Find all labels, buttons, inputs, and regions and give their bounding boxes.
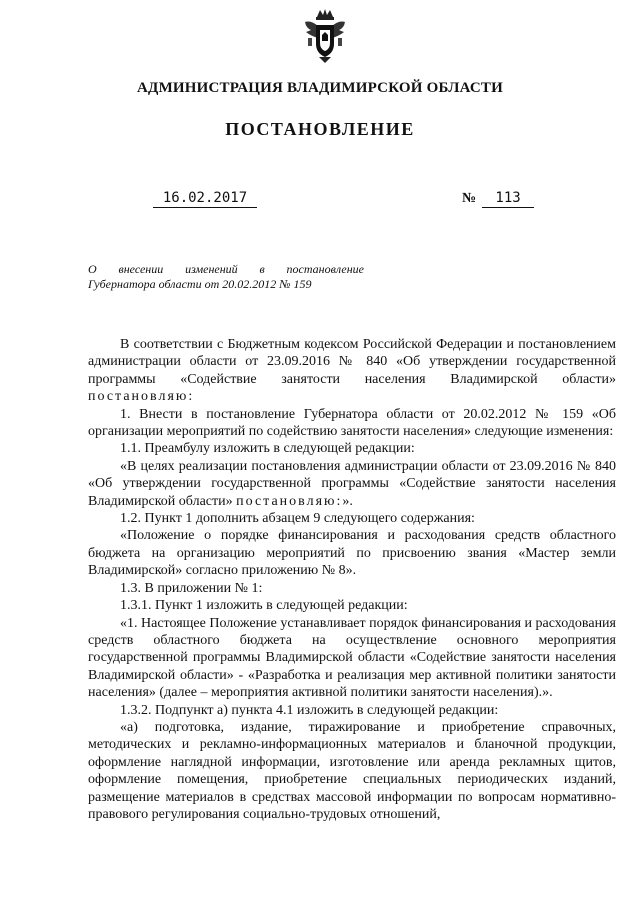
subject-word: постановление xyxy=(286,262,364,276)
paragraph-1-2: 1.2. Пункт 1 дополнить абзацем 9 следующего содержания: xyxy=(120,511,475,527)
document-number-block xyxy=(462,190,534,208)
paragraph-1-2-text: «Положение о порядке финансирования и расходования средств областного бюджета на организацию мероприятий по присвоению звания «Мастер земли Владимирской» согласно приложению № 8». xyxy=(88,528,616,579)
document-body xyxy=(88,336,616,823)
paragraph-1-3: 1.3. В приложении № 1: xyxy=(120,580,263,596)
document-type-title: ПОСТАНОВЛЕНИЕ xyxy=(225,119,415,139)
subject-word: изменений xyxy=(185,262,238,276)
paragraph-1-3-2: 1.3.2. Подпункт а) пункта 4.1 изложить в следующей редакции: xyxy=(120,702,499,718)
document-date: 16.02.2017 xyxy=(153,190,257,208)
paragraph-1-3-1: 1.3.1. Пункт 1 изложить в следующей редакции: xyxy=(120,598,408,614)
p1-1-quote: «В целях реализации постановления администрации области от 23.09.2016 № 840 «Об утверждении государственной программы «Содействие занятости населения Владимирской области» xyxy=(88,458,616,509)
subject-word: в xyxy=(259,262,265,276)
number-sign: № xyxy=(462,191,477,206)
document-subject xyxy=(88,262,364,292)
p1-1-decree: постановляю: xyxy=(236,493,343,509)
coat-of-arms-icon xyxy=(302,8,348,64)
paragraph-1: 1. Внести в постановление Губернатора области от 20.02.2012 № 159 «Об организации мероприятий по содействию занятости населения» следующие изменения: xyxy=(88,406,616,440)
intro-decree: постановляю: xyxy=(88,389,195,405)
paragraph-1-1: 1.1. Преамбулу изложить в следующей редакции: xyxy=(120,441,415,457)
paragraph-intro xyxy=(88,336,616,406)
organization-name: АДМИНИСТРАЦИЯ ВЛАДИМИРСКОЙ ОБЛАСТИ xyxy=(137,80,503,96)
subject-word: внесении xyxy=(118,262,164,276)
intro-text: В соответствии с Бюджетным кодексом Российской Федерации и постановлением администрации области от 23.09.2016 № 840 «Об утверждении государственной программы «Содействие занятости населения Владимирской области» xyxy=(88,337,616,387)
subject-line-1 xyxy=(88,262,364,277)
paragraph-1-1-text xyxy=(88,458,616,510)
paragraph-1-3-1-text: «1. Настоящее Положение устанавливает порядок финансирования и расходования средств областного бюджета на осуществление основного мероприятия государственной программы Владимирской области «Содействие занятости населения Владимирской области» - «Разработка и реализация мер активной политики занятости населения» (далее – мероприятия активной политики занятости населения).». xyxy=(88,615,616,701)
paragraph-1-3-2-text: «а) подготовка, издание, тиражирование и приобретение справочных, методических и рекламно-информационных материалов и бланочной продукции, оформление наглядной информации, изготовление или аренда рекламных щитов, оформление помещения, приобретение специальных периодических изданий, размещение материалов в средствах массовой информации по вопросам нормативно-правового регулирования социально-трудовых отношений, xyxy=(88,719,616,822)
subject-word: О xyxy=(88,262,97,276)
subject-line-2: Губернатора области от 20.02.2012 № 159 xyxy=(88,277,312,291)
p1-1-end: ». xyxy=(342,493,353,509)
document-number: 113 xyxy=(482,190,534,208)
